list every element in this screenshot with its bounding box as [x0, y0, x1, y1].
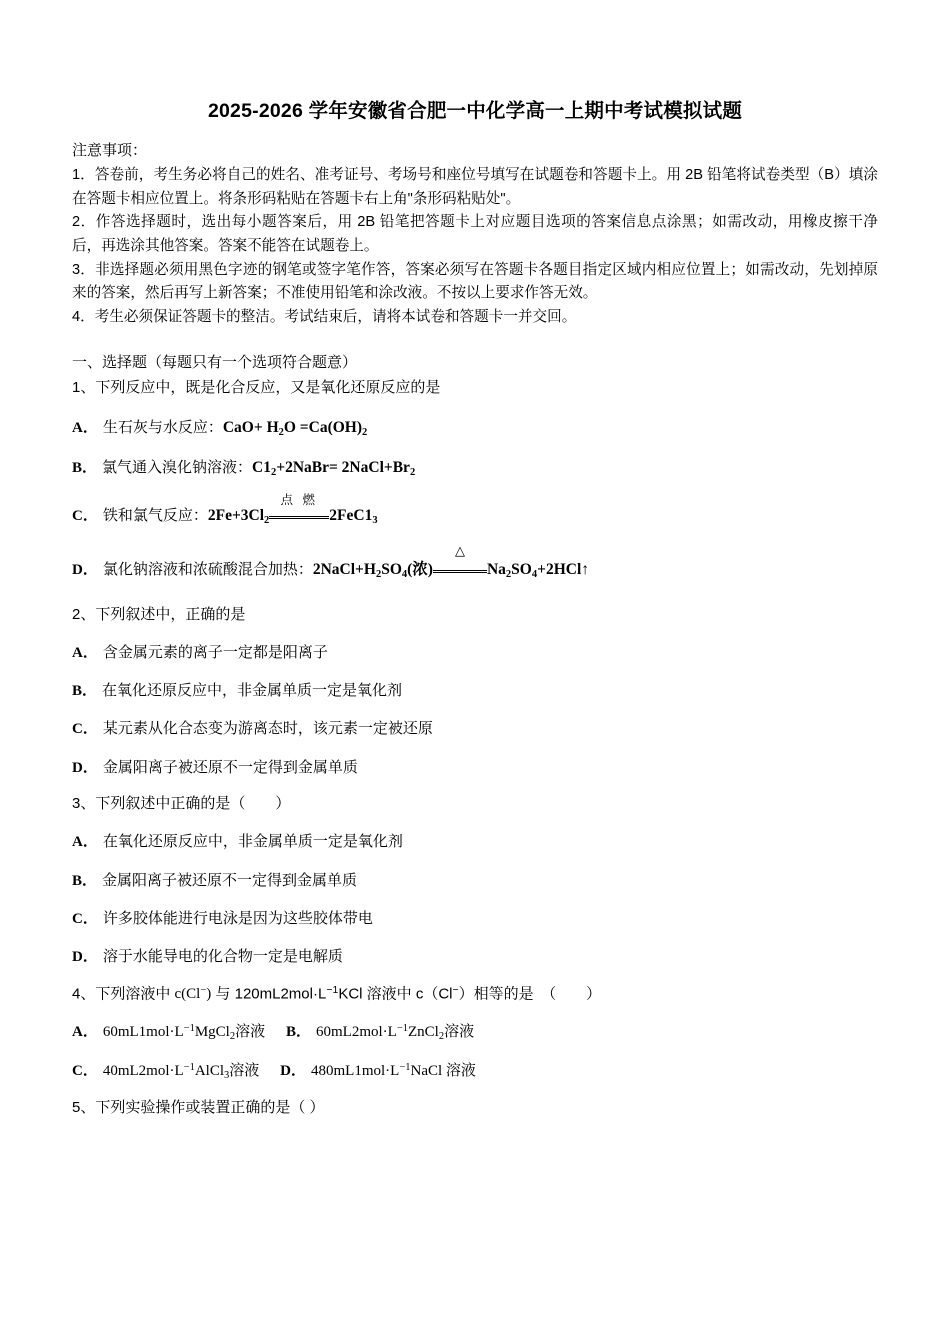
reaction-condition-label: △	[454, 543, 465, 559]
option-formula: $2Fe+3Cl_2$ 点 燃 $2FeC1_3$	[207, 492, 378, 526]
question-3-stem: 3、下列叙述中正确的是（ ）	[72, 795, 291, 813]
option-text: 铁和氯气反应：	[102, 506, 208, 524]
option-text: $60mL2mol\cdot L^{-1}ZnCl_2$溶液	[315, 1023, 475, 1043]
option-text: 溶于水能导电的化合物一定是电解质	[102, 948, 343, 966]
option-text: $480mL1mol\cdot L^{-1}NaCl$ 溶液	[310, 1062, 476, 1080]
question-2-option-a	[72, 641, 878, 665]
question-3-option-c	[72, 907, 878, 931]
option-formula: $CaO+ H_2O =Ca(OH)_2$	[222, 418, 368, 438]
option-label: B．	[72, 683, 98, 700]
option-text: 氯化钠溶液和浓硫酸混合加热：	[102, 560, 313, 578]
option-text: 金属阳离子被还原不一定得到金属单质	[102, 871, 358, 889]
question-2-option-c	[72, 717, 878, 741]
question-1-option-a	[72, 415, 878, 441]
option-text: 金属阳离子被还原不一定得到金属单质	[102, 758, 358, 776]
question-4-options-row-1	[72, 1020, 878, 1045]
option-text: 生石灰与水反应：	[102, 418, 223, 436]
question-1-option-b	[72, 455, 878, 481]
section-title-choice: 一、选择题（每题只有一个选项符合题意）	[72, 354, 358, 372]
question-4-stem: 4、下列溶液中 c(Cl−) 与 $120mL2mol\cdot L^{-1}KCl$ 溶液中 c（Cl−）相等的是 （ ）	[72, 983, 602, 1002]
page-title: 2025-2026 学年安徽省合肥一中化学高一上期中考试模拟试题	[207, 100, 743, 122]
notice-item-4: 4．考生必须保证答题卡的整洁。考试结束后，请将本试卷和答题卡一并交回。	[72, 308, 577, 325]
notice-heading: 注意事项：	[72, 142, 148, 159]
option-text: 在氧化还原反应中，非金属单质一定是氧化剂	[102, 682, 403, 700]
option-label: A．	[72, 1024, 98, 1041]
notice-item-3: 3．非选择题必须用黑色字迹的钢笔或签字笔作答，答案必须写在答题卡各题目指定区域内相应位置上；如需改动，先划掉原来的答案，然后再写上新答案；不准使用铅笔和涂改液。不按以上要求作答无效。	[72, 261, 878, 302]
question-1-option-c	[72, 492, 878, 529]
option-label: C．	[72, 1063, 98, 1080]
notice-item-1: 1．答卷前，考生务必将自己的姓名、准考证号、考场号和座位号填写在试题卷和答题卡上。用 2B 铅笔将试卷类型（B）填涂在答题卡相应位置上。将条形码粘贴在答题卡右上角"条形码粘贴处"。	[72, 167, 878, 207]
option-label: D．	[72, 561, 98, 578]
question-1-option-d	[72, 543, 878, 583]
spacer	[72, 780, 878, 792]
option-label: D．	[280, 1063, 306, 1080]
option-label: A．	[72, 419, 98, 436]
option-label: C．	[72, 721, 98, 738]
option-text: 含金属元素的离子一定都是阳离子	[102, 643, 328, 661]
option-label: B．	[72, 872, 98, 889]
notice-item-2: 2．作答选择题时，选出每小题答案后，用 2B 铅笔把答题卡上对应题目选项的答案信息点涂黑；如需改动，用橡皮擦干净后，再选涂其他答案。答案不能答在试题卷上。	[72, 214, 878, 254]
spacer	[72, 329, 878, 351]
arrow-bar	[433, 570, 487, 573]
question-1-stem: 1、下列反应中，既是化合反应，又是氧化还原反应的是	[72, 379, 441, 397]
question-5-stem: 5、下列实验操作或装置正确的是（ ）	[72, 1099, 325, 1117]
option-formula: $C1_2+2NaBr=$ $2NaCl+Br_2$	[252, 458, 416, 478]
option-label: A．	[72, 644, 98, 661]
spacer	[72, 1084, 878, 1096]
option-text: 氯气通入溴化钠溶液：	[102, 458, 253, 476]
question-3-option-d	[72, 945, 878, 969]
question-3-option-a	[72, 830, 878, 854]
spacer	[72, 970, 878, 982]
option-text: 某元素从化合态变为游离态时，该元素一定被还原	[102, 720, 433, 738]
option-text: 在氧化还原反应中，非金属单质一定是氧化剂	[102, 833, 403, 851]
option-text: $60mL1mol\cdot L^{-1}MgCl_2$溶液	[102, 1023, 266, 1043]
spacer	[72, 583, 878, 603]
option-label: C．	[72, 507, 98, 524]
question-4-options-row-2	[72, 1059, 878, 1084]
question-2-option-b	[72, 679, 878, 703]
reaction-arrow-ignition	[269, 492, 329, 524]
reaction-arrow-heat	[433, 543, 487, 578]
question-2-stem: 2、下列叙述中，正确的是	[72, 605, 246, 623]
option-label: C．	[72, 910, 98, 927]
option-label: A．	[72, 834, 98, 851]
question-3-option-b	[72, 869, 878, 893]
reaction-condition-label: 点 燃	[280, 492, 319, 507]
arrow-bar	[269, 516, 329, 519]
option-text: $40mL2mol\cdot L^{-1}AlCl_3$溶液	[102, 1062, 260, 1082]
option-label: B．	[72, 459, 98, 476]
option-text: 许多胶体能进行电泳是因为这些胶体带电	[102, 909, 373, 927]
option-formula: $2NaCl+H_2SO_4$(浓) △ $Na_2SO_4+2HCl↑$	[313, 561, 589, 578]
question-2-option-d	[72, 756, 878, 780]
option-label: D．	[72, 949, 98, 966]
option-label: B．	[285, 1024, 311, 1041]
option-label: D．	[72, 759, 98, 776]
